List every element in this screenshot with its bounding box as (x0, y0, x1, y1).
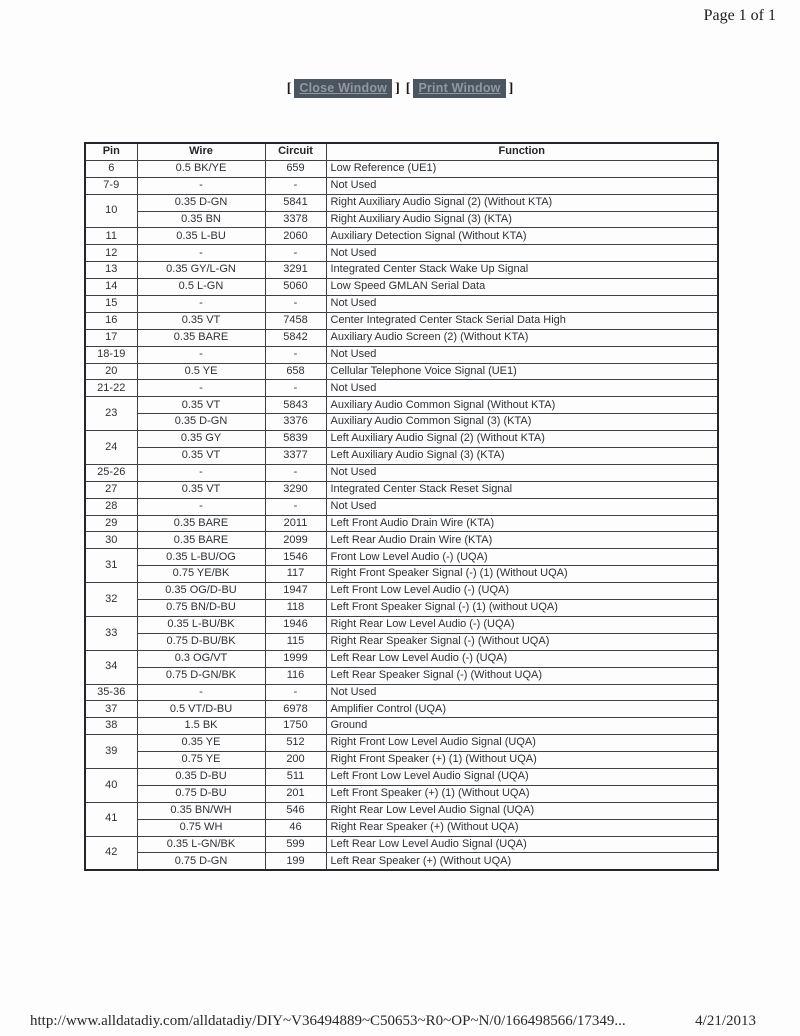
table-row (85, 262, 718, 279)
table-row (85, 498, 718, 515)
function-cell: Left Front Low Level Audio Signal (UQA) (326, 768, 718, 785)
circuit-cell: 511 (265, 768, 326, 785)
table-row (85, 279, 718, 296)
pin-cell: 10 (85, 194, 137, 228)
circuit-cell: 118 (265, 600, 326, 617)
function-cell: Right Rear Low Level Audio (-) (UQA) (326, 616, 718, 633)
wire-column-header: Wire (137, 143, 265, 160)
wire-cell: 0.75 D-BU (137, 785, 265, 802)
table-row (85, 363, 718, 380)
function-cell: Right Rear Low Level Audio Signal (UQA) (326, 802, 718, 819)
circuit-cell: - (265, 346, 326, 363)
table-row (85, 735, 718, 752)
circuit-cell: 5841 (265, 194, 326, 211)
circuit-cell: 3376 (265, 414, 326, 431)
pin-cell: 31 (85, 549, 137, 583)
wire-cell: - (137, 296, 265, 313)
wire-cell: - (137, 380, 265, 397)
pin-cell: 34 (85, 650, 137, 684)
function-cell: Integrated Center Stack Wake Up Signal (326, 262, 718, 279)
circuit-cell: 5060 (265, 279, 326, 296)
function-cell: Not Used (326, 464, 718, 481)
function-cell: Not Used (326, 245, 718, 262)
table-row (85, 701, 718, 718)
wire-cell: 0.75 D-GN/BK (137, 667, 265, 684)
function-cell: Left Front Speaker Signal (-) (1) (without UQA) (326, 600, 718, 617)
function-cell: Left Front Audio Drain Wire (KTA) (326, 515, 718, 532)
print-bracket-close: ] (508, 81, 514, 96)
table-row (85, 296, 718, 313)
pin-cell: 20 (85, 363, 137, 380)
wire-cell: - (137, 498, 265, 515)
circuit-cell: 7458 (265, 312, 326, 329)
table-row (85, 312, 718, 329)
close-window-link[interactable]: Close Window (294, 79, 392, 98)
circuit-cell: - (265, 296, 326, 313)
pin-cell: 23 (85, 397, 137, 431)
wire-cell: 0.35 D-GN (137, 194, 265, 211)
function-cell: Not Used (326, 498, 718, 515)
circuit-cell: 1750 (265, 718, 326, 735)
function-cell: Right Rear Speaker (+) (Without UQA) (326, 819, 718, 836)
table-row (85, 515, 718, 532)
table-row (85, 380, 718, 397)
function-cell: Left Rear Audio Drain Wire (KTA) (326, 532, 718, 549)
pin-cell: 14 (85, 279, 137, 296)
circuit-cell: 3378 (265, 211, 326, 228)
wire-cell: 0.35 BN (137, 211, 265, 228)
table-row (85, 397, 718, 414)
wire-cell: 0.35 VT (137, 397, 265, 414)
wire-cell: 0.35 L-BU/BK (137, 616, 265, 633)
function-cell: Not Used (326, 684, 718, 701)
wire-cell: 0.35 BN/WH (137, 802, 265, 819)
circuit-cell: 5843 (265, 397, 326, 414)
table-row (85, 194, 718, 211)
window-toolbar (0, 79, 800, 98)
pin-cell: 28 (85, 498, 137, 515)
circuit-cell: 5842 (265, 329, 326, 346)
table-row (85, 836, 718, 853)
footer-date: 4/21/2013 (695, 1013, 756, 1029)
table-row (85, 718, 718, 735)
pin-cell: 30 (85, 532, 137, 549)
function-cell: Auxiliary Audio Common Signal (Without KTA) (326, 397, 718, 414)
circuit-cell: 1946 (265, 616, 326, 633)
function-cell: Right Auxiliary Audio Signal (3) (KTA) (326, 211, 718, 228)
wire-cell: - (137, 346, 265, 363)
circuit-cell: 1546 (265, 549, 326, 566)
table-row (85, 464, 718, 481)
table-row (85, 768, 718, 785)
table-row (85, 346, 718, 363)
function-cell: Auxiliary Audio Screen (2) (Without KTA) (326, 329, 718, 346)
table-row (85, 819, 718, 836)
table-row (85, 853, 718, 870)
pin-cell: 39 (85, 735, 137, 769)
circuit-cell: 658 (265, 363, 326, 380)
table-row (85, 583, 718, 600)
function-cell: Not Used (326, 346, 718, 363)
function-cell: Right Rear Speaker Signal (-) (Without UQA) (326, 633, 718, 650)
function-cell: Left Rear Low Level Audio Signal (UQA) (326, 836, 718, 853)
wire-cell: 0.35 BARE (137, 515, 265, 532)
table-row (85, 211, 718, 228)
circuit-cell: - (265, 177, 326, 194)
pin-cell: 18-19 (85, 346, 137, 363)
wire-cell: 0.5 VT/D-BU (137, 701, 265, 718)
pin-cell: 12 (85, 245, 137, 262)
circuit-cell: 512 (265, 735, 326, 752)
wire-cell: 0.35 GY (137, 431, 265, 448)
circuit-cell: 546 (265, 802, 326, 819)
pin-cell: 41 (85, 802, 137, 836)
table-row (85, 633, 718, 650)
close-bracket-open: [ (286, 81, 292, 96)
circuit-cell: 659 (265, 160, 326, 177)
function-cell: Not Used (326, 296, 718, 313)
circuit-cell: 3291 (265, 262, 326, 279)
function-cell: Amplifier Control (UQA) (326, 701, 718, 718)
wire-cell: 0.35 L-BU (137, 228, 265, 245)
wire-cell: 0.5 L-GN (137, 279, 265, 296)
function-cell: Low Speed GMLAN Serial Data (326, 279, 718, 296)
wire-cell: 0.35 GY/L-GN (137, 262, 265, 279)
function-cell: Not Used (326, 380, 718, 397)
circuit-cell: - (265, 464, 326, 481)
circuit-cell: 115 (265, 633, 326, 650)
wire-cell: - (137, 464, 265, 481)
table-row (85, 684, 718, 701)
pin-cell: 13 (85, 262, 137, 279)
pin-cell: 27 (85, 481, 137, 498)
footer-url: http://www.alldatadiy.com/alldatadiy/DIY~V36494889~C50653~R0~OP~N/0/166498566/17349... (30, 1013, 626, 1029)
circuit-cell: 6978 (265, 701, 326, 718)
pin-cell: 40 (85, 768, 137, 802)
wire-cell: 0.75 YE (137, 752, 265, 769)
circuit-cell: 201 (265, 785, 326, 802)
circuit-cell: - (265, 684, 326, 701)
wire-cell: 0.35 VT (137, 481, 265, 498)
wire-cell: 0.35 YE (137, 735, 265, 752)
table-row (85, 245, 718, 262)
print-bracket-open: [ (405, 81, 411, 96)
wire-cell: 0.5 YE (137, 363, 265, 380)
circuit-cell: 2060 (265, 228, 326, 245)
circuit-cell: - (265, 498, 326, 515)
connector-pinout-table (84, 142, 719, 871)
pin-cell: 7-9 (85, 177, 137, 194)
function-cell: Auxiliary Detection Signal (Without KTA) (326, 228, 718, 245)
page-indicator: Page 1 of 1 (703, 7, 776, 24)
circuit-cell: 46 (265, 819, 326, 836)
wire-cell: 0.75 BN/D-BU (137, 600, 265, 617)
function-cell: Left Front Speaker (+) (1) (Without UQA) (326, 785, 718, 802)
pin-column-header: Pin (85, 143, 137, 160)
table-row (85, 177, 718, 194)
wire-cell: 0.75 D-GN (137, 853, 265, 870)
function-cell: Left Front Low Level Audio (-) (UQA) (326, 583, 718, 600)
circuit-cell: 199 (265, 853, 326, 870)
function-column-header: Function (326, 143, 718, 160)
function-cell: Right Front Speaker (+) (1) (Without UQA) (326, 752, 718, 769)
wire-cell: 0.35 D-GN (137, 414, 265, 431)
wire-cell: 0.5 BK/YE (137, 160, 265, 177)
function-cell: Left Rear Speaker Signal (-) (Without UQA) (326, 667, 718, 684)
function-cell: Ground (326, 718, 718, 735)
table-header-row (85, 143, 718, 160)
pin-cell: 32 (85, 583, 137, 617)
pin-cell: 25-26 (85, 464, 137, 481)
circuit-cell: 2011 (265, 515, 326, 532)
wire-cell: 0.35 D-BU (137, 768, 265, 785)
wire-cell: 0.75 D-BU/BK (137, 633, 265, 650)
table-row (85, 785, 718, 802)
wire-cell: - (137, 245, 265, 262)
table-row (85, 532, 718, 549)
table-row (85, 752, 718, 769)
table-row (85, 160, 718, 177)
function-cell: Left Auxiliary Audio Signal (2) (Without KTA) (326, 431, 718, 448)
pin-cell: 24 (85, 431, 137, 465)
circuit-cell: 3290 (265, 481, 326, 498)
wire-cell: 0.35 L-GN/BK (137, 836, 265, 853)
pin-cell: 15 (85, 296, 137, 313)
pinout-table-body (85, 160, 718, 870)
wire-cell: 0.35 L-BU/OG (137, 549, 265, 566)
circuit-cell: - (265, 245, 326, 262)
wire-cell: 1.5 BK (137, 718, 265, 735)
table-row (85, 600, 718, 617)
table-row (85, 431, 718, 448)
circuit-cell: - (265, 380, 326, 397)
close-bracket-close: ] (395, 81, 400, 96)
function-cell: Left Rear Speaker (+) (Without UQA) (326, 853, 718, 870)
function-cell: Left Auxiliary Audio Signal (3) (KTA) (326, 448, 718, 465)
function-cell: Center Integrated Center Stack Serial Data High (326, 312, 718, 329)
function-cell: Auxiliary Audio Common Signal (3) (KTA) (326, 414, 718, 431)
wire-cell: 0.75 YE/BK (137, 566, 265, 583)
circuit-cell: 1947 (265, 583, 326, 600)
function-cell: Right Front Speaker Signal (-) (1) (Without UQA) (326, 566, 718, 583)
function-cell: Right Auxiliary Audio Signal (2) (Without KTA) (326, 194, 718, 211)
circuit-cell: 3377 (265, 448, 326, 465)
pin-cell: 16 (85, 312, 137, 329)
table-row (85, 802, 718, 819)
wire-cell: 0.3 OG/VT (137, 650, 265, 667)
function-cell: Low Reference (UE1) (326, 160, 718, 177)
pin-cell: 6 (85, 160, 137, 177)
wire-cell: 0.35 BARE (137, 532, 265, 549)
circuit-cell: 1999 (265, 650, 326, 667)
pin-cell: 11 (85, 228, 137, 245)
wire-cell: 0.35 VT (137, 312, 265, 329)
wire-cell: 0.35 VT (137, 448, 265, 465)
print-window-link[interactable]: Print Window (413, 79, 505, 98)
circuit-cell: 117 (265, 566, 326, 583)
circuit-column-header: Circuit (265, 143, 326, 160)
table-row (85, 448, 718, 465)
pin-cell: 21-22 (85, 380, 137, 397)
pin-cell: 42 (85, 836, 137, 870)
function-cell: Front Low Level Audio (-) (UQA) (326, 549, 718, 566)
pin-cell: 35-36 (85, 684, 137, 701)
function-cell: Cellular Telephone Voice Signal (UE1) (326, 363, 718, 380)
wire-cell: 0.35 OG/D-BU (137, 583, 265, 600)
table-row (85, 667, 718, 684)
table-row (85, 616, 718, 633)
circuit-cell: 200 (265, 752, 326, 769)
pin-cell: 38 (85, 718, 137, 735)
pin-cell: 29 (85, 515, 137, 532)
circuit-cell: 2099 (265, 532, 326, 549)
pin-cell: 37 (85, 701, 137, 718)
pin-cell: 17 (85, 329, 137, 346)
circuit-cell: 5839 (265, 431, 326, 448)
wire-cell: - (137, 684, 265, 701)
function-cell: Right Front Low Level Audio Signal (UQA) (326, 735, 718, 752)
function-cell: Not Used (326, 177, 718, 194)
wire-cell: - (137, 177, 265, 194)
circuit-cell: 599 (265, 836, 326, 853)
table-row (85, 549, 718, 566)
table-row (85, 228, 718, 245)
table-row (85, 329, 718, 346)
pin-cell: 33 (85, 616, 137, 650)
function-cell: Integrated Center Stack Reset Signal (326, 481, 718, 498)
table-row (85, 414, 718, 431)
wire-cell: 0.75 WH (137, 819, 265, 836)
function-cell: Left Rear Low Level Audio (-) (UQA) (326, 650, 718, 667)
circuit-cell: 116 (265, 667, 326, 684)
wire-cell: 0.35 BARE (137, 329, 265, 346)
table-row (85, 481, 718, 498)
table-row (85, 650, 718, 667)
table-row (85, 566, 718, 583)
